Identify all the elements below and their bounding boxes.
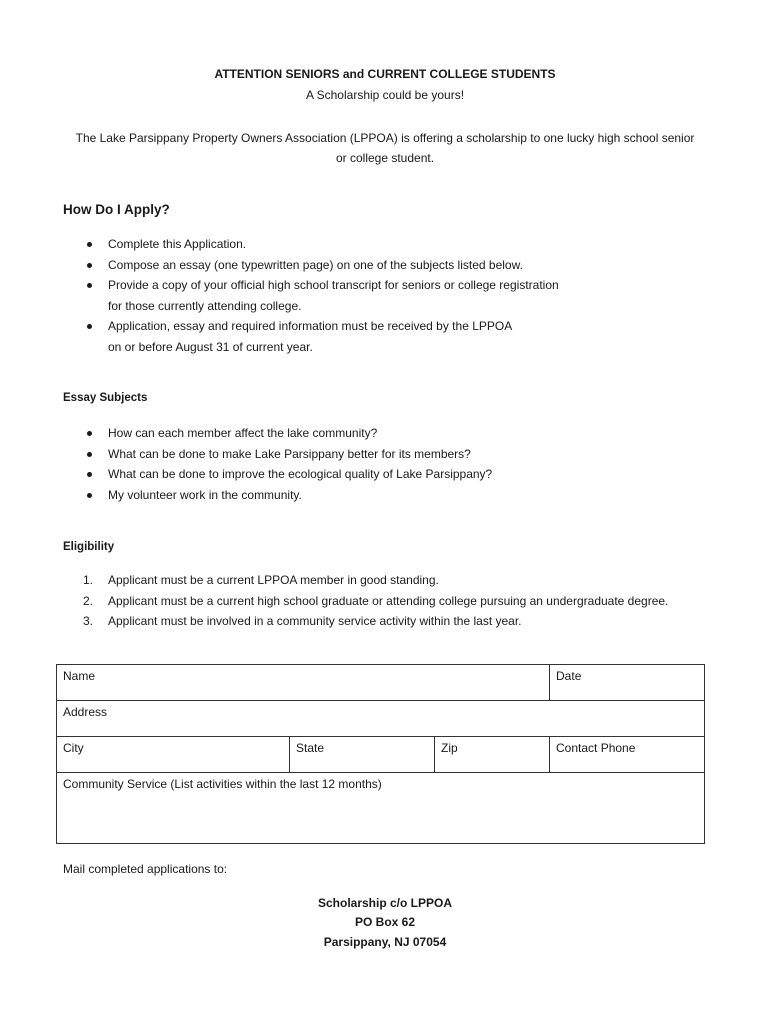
- page-subtitle: A Scholarship could be yours!: [305, 88, 465, 102]
- list-number: 3.: [83, 614, 94, 628]
- how-to-apply-heading: How Do I Apply?: [63, 202, 170, 217]
- intro-paragraph: [60, 128, 710, 168]
- list-item-text: Provide a copy of your official high school transcript for seniors or college registration: [108, 278, 559, 292]
- state-field[interactable]: State: [290, 737, 435, 773]
- eligibility-heading: Eligibility: [63, 541, 115, 553]
- list-item: How can each member affect the lake community?: [63, 423, 703, 444]
- list-item: [63, 234, 703, 255]
- list-number: 1.: [83, 573, 94, 587]
- apply-list: [63, 234, 703, 357]
- mailing-address-line-1: Scholarship c/o LPPOA: [317, 896, 453, 910]
- contact-phone-field[interactable]: Contact Phone: [550, 737, 705, 773]
- list-item-text: Application, essay and required information must be received by the LPPOA: [108, 319, 513, 333]
- list-item: [63, 255, 703, 276]
- application-form-table: [56, 664, 705, 844]
- list-item: What can be done to make Lake Parsippany better for its members?: [63, 444, 703, 465]
- list-item-text: Compose an essay (one typewritten page) on one of the subjects listed below.: [108, 257, 523, 272]
- intro-line-2: or college student.: [335, 151, 435, 165]
- mailing-address-line-3: Parsippany, NJ 07054: [323, 935, 447, 949]
- address-field[interactable]: Address: [57, 701, 705, 737]
- date-field[interactable]: Date: [550, 665, 705, 701]
- essay-list: [63, 423, 703, 505]
- mail-instructions: Mail completed applications to:: [63, 862, 228, 876]
- eligibility-list: [63, 570, 723, 632]
- list-number: 2.: [83, 593, 94, 608]
- list-item: What can be done to improve the ecological quality of Lake Parsippany?: [63, 464, 703, 485]
- community-service-field[interactable]: Community Service (List activities within the last 12 months): [57, 773, 705, 844]
- list-item: [63, 591, 723, 612]
- list-item-text: Applicant must be a current high school graduate or attending college pursuing an undergraduate degree.: [108, 593, 669, 608]
- page-title: ATTENTION SENIORS and CURRENT COLLEGE STUDENTS: [214, 67, 556, 81]
- list-item-text: Complete this Application.: [108, 237, 247, 251]
- list-item: [63, 275, 703, 316]
- mailing-address-line-2: PO Box 62: [354, 915, 416, 929]
- list-item: [63, 611, 723, 632]
- list-item: [63, 316, 703, 357]
- city-field[interactable]: City: [57, 737, 290, 773]
- intro-line-1: The Lake Parsippany Property Owners Association (LPPOA) is offering a scholarship to one lucky high school senior: [75, 131, 695, 145]
- zip-field[interactable]: Zip: [435, 737, 550, 773]
- list-item-text: Applicant must be involved in a community service activity within the last year.: [108, 614, 522, 628]
- list-item: [63, 570, 723, 591]
- name-field[interactable]: Name: [57, 665, 550, 701]
- essay-subjects-heading: Essay Subjects: [63, 392, 148, 404]
- list-item: My volunteer work in the community.: [63, 485, 703, 506]
- list-item-text: on or before August 31 of current year.: [108, 339, 313, 354]
- list-item-text: for those currently attending college.: [108, 298, 302, 313]
- list-item-text: Applicant must be a current LPPOA member in good standing.: [108, 573, 439, 587]
